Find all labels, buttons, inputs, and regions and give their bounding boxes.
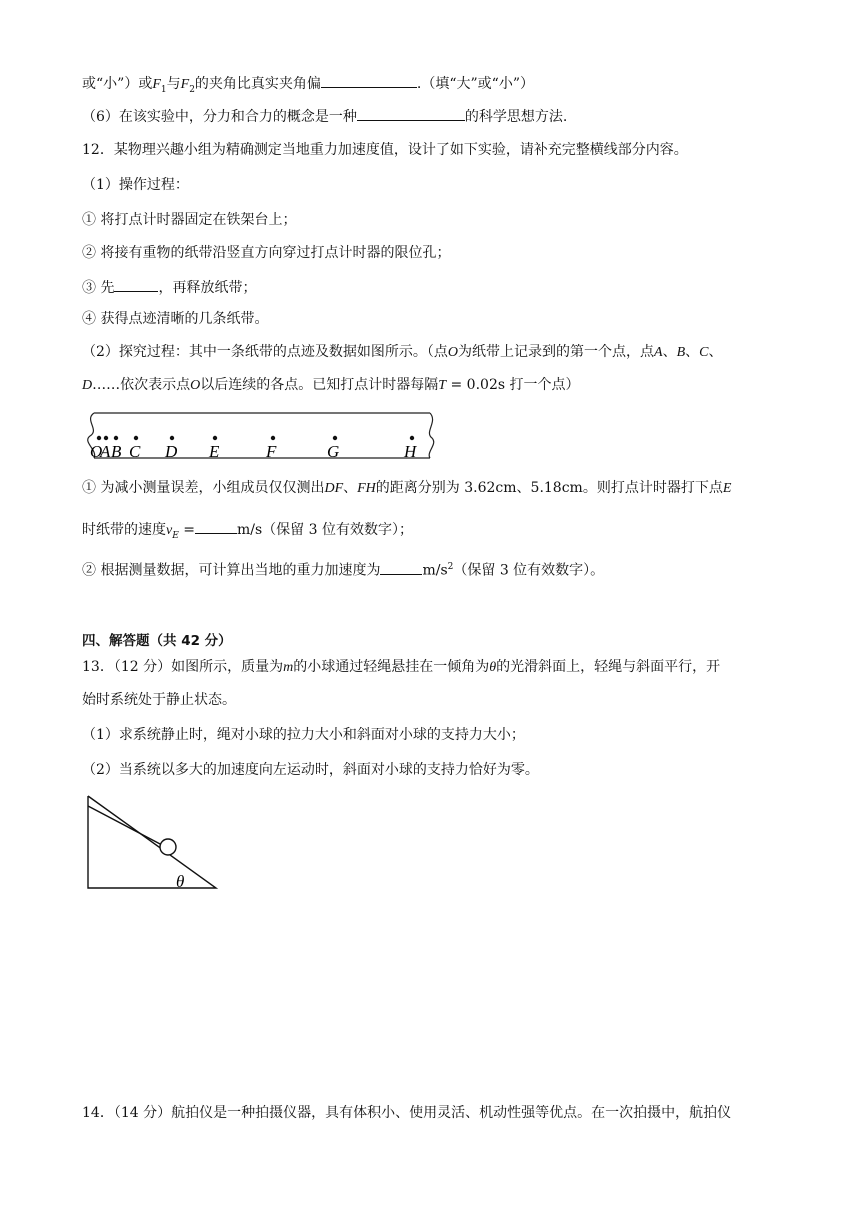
q12-part2-line2-text1: ……依次表示点 <box>92 377 191 393</box>
point-a: A <box>654 345 663 360</box>
q12-sub1-text1: ① 为减小测量误差，小组成员仅仅测出 <box>82 480 325 496</box>
q12-sub1-line2-text2: m/s（保留 3 位有效数字）； <box>236 522 413 538</box>
segment-df: DF <box>324 481 344 496</box>
tape-dot-a <box>104 436 108 440</box>
tape-label-c: C <box>129 442 141 461</box>
q11-line-a-text3: 的夹角比真实夹角偏 <box>194 76 321 92</box>
q12-part2-line2-text2: 以后连续的各点。已知打点计时器每隔 <box>200 377 439 393</box>
section-4-heading: 四、解答题（共 42 分） <box>82 633 232 649</box>
q12-sub1-sep: 、 <box>343 480 358 496</box>
tape-label-a: A <box>100 442 111 461</box>
q12-part2-text1: （2）探究过程：其中一条纸带的点迹及数据如图所示。（点 <box>82 344 448 360</box>
symbol-v-sub: E <box>172 530 179 541</box>
symbol-f2-sub: 2 <box>189 84 195 95</box>
tape-label-h: H <box>404 442 417 461</box>
q13-line1-text2: 的小球通过轻绳悬挂在一倾角为 <box>293 659 490 675</box>
tape-label-e: E <box>209 442 220 461</box>
tape-label-b: B <box>111 442 122 461</box>
tape-label-o: O <box>90 442 103 461</box>
q12-sub1-text2: 的距离分别为 3.62cm、5.18cm。则打点计时器打下点 <box>375 480 723 496</box>
q13-line2: 始时系统处于静止状态。 <box>82 692 236 708</box>
q11-line-a-text2: 与 <box>166 76 181 92</box>
q11-line-a-text4: .（填“大”或“小”） <box>416 76 535 92</box>
point-e: E <box>722 481 732 496</box>
q12-sub2-text1: ② 根据测量数据，可计算出当地的重力加速度为 <box>82 562 381 579</box>
tape-dot-g <box>333 436 337 440</box>
q12-part2-line1 <box>82 342 723 363</box>
answer-blank-step3[interactable] <box>114 276 158 292</box>
q12-part2-line2-text3: = 0.02s 打一个点） <box>446 377 580 393</box>
tape-dot-c <box>134 436 138 440</box>
incline-figure <box>82 792 222 892</box>
symbol-t: T <box>438 378 447 393</box>
symbol-f1: F <box>152 77 161 92</box>
q14-line1: 14．（14 分）航拍仪是一种拍摄仪器，具有体积小、使用灵活、机动性强等优点。在一次拍摄中，航拍仪 <box>82 1105 732 1121</box>
q12-sub2-unit: m/s <box>422 562 448 579</box>
tape-dot-h <box>410 436 414 440</box>
q12-part2-text2: 为纸带上记录到的第一个点，点 <box>458 344 655 360</box>
q11-line-b-text1: （6）在该实验中，分力和合力的概念是一种 <box>82 109 357 125</box>
q12-part2-line2 <box>82 375 579 396</box>
symbol-v: v <box>166 523 173 538</box>
q12-sub2-line <box>82 557 604 581</box>
ball <box>160 839 176 855</box>
q13-sub1: （1）求系统静止时，绳对小球的拉力大小和斜面对小球的支持力大小； <box>82 727 525 743</box>
q13-line1-text1: 13．（12 分）如图所示，质量为 <box>82 659 284 675</box>
q12-part2-sep2: 、 <box>685 344 700 360</box>
incline-theta-label: θ <box>176 872 185 891</box>
tape-dot-d <box>170 436 174 440</box>
tape-label-g: G <box>327 442 340 461</box>
tape-label-d: D <box>165 442 178 461</box>
q13-line1-text3: 的光滑斜面上，轻绳与斜面平行，开 <box>496 659 721 675</box>
q12-part1-heading: （1）操作过程： <box>82 177 189 193</box>
answer-blank-angle[interactable] <box>321 72 417 88</box>
point-o: O <box>447 345 459 360</box>
answer-blank-method[interactable] <box>357 105 465 121</box>
q12-sub1-eq: = <box>178 522 195 538</box>
q12-step3-text1: ③ 先 <box>82 280 115 296</box>
q12-part2-sep1: 、 <box>662 344 677 360</box>
incline-triangle <box>88 796 216 888</box>
answer-blank-velocity[interactable] <box>195 518 237 534</box>
q12-step3 <box>82 276 256 298</box>
q12-part2-sep3: 、 <box>708 344 723 360</box>
point-o-2: O <box>190 378 201 393</box>
point-c: C <box>699 345 709 360</box>
tape-dot-b <box>114 436 118 440</box>
q12-step3-text2: ，再释放纸带； <box>158 280 257 296</box>
tape-dot-f <box>271 436 275 440</box>
q12-sub2-unit-sup: 2 <box>447 562 454 572</box>
q13-line1 <box>82 657 720 678</box>
paper-tape-figure <box>82 410 442 466</box>
symbol-theta: θ <box>489 660 497 675</box>
q12-step1: ① 将打点计时器固定在铁架台上； <box>82 212 297 228</box>
q11-line-b <box>82 105 567 127</box>
symbol-f2: F <box>180 77 190 92</box>
q11-line-a-text1: 或“小”）或 <box>82 76 153 92</box>
q12-sub1-line2 <box>82 518 413 546</box>
q11-line-a <box>82 72 534 100</box>
rope-line <box>88 806 162 845</box>
symbol-f1-sub: 1 <box>160 84 167 95</box>
tape-label-f: F <box>266 442 277 461</box>
tape-dot-o <box>97 436 101 440</box>
tape-dot-e <box>213 436 217 440</box>
point-d: D <box>82 378 93 393</box>
q12-sub1-line1 <box>82 478 731 499</box>
q12-sub2-text2: （保留 3 位有效数字）。 <box>453 562 605 579</box>
q12-sub1-line2-text1: 时纸带的速度 <box>82 522 166 538</box>
answer-blank-gravity[interactable] <box>380 559 422 575</box>
q12-title: 12．某物理兴趣小组为精确测定当地重力加速度值，设计了如下实验，请补充完整横线部分内容。 <box>82 142 688 158</box>
q12-step2: ② 将接有重物的纸带沿竖直方向穿过打点计时器的限位孔； <box>82 245 451 261</box>
q11-line-b-text2: 的科学思想方法. <box>464 109 568 125</box>
point-b: B <box>676 345 686 360</box>
segment-fh: FH <box>357 481 376 496</box>
q12-step4: ④ 获得点迹清晰的几条纸带。 <box>82 311 269 327</box>
q13-sub2: （2）当系统以多大的加速度向左运动时，斜面对小球的支持力恰好为零。 <box>82 762 539 778</box>
symbol-m: m <box>283 660 294 675</box>
